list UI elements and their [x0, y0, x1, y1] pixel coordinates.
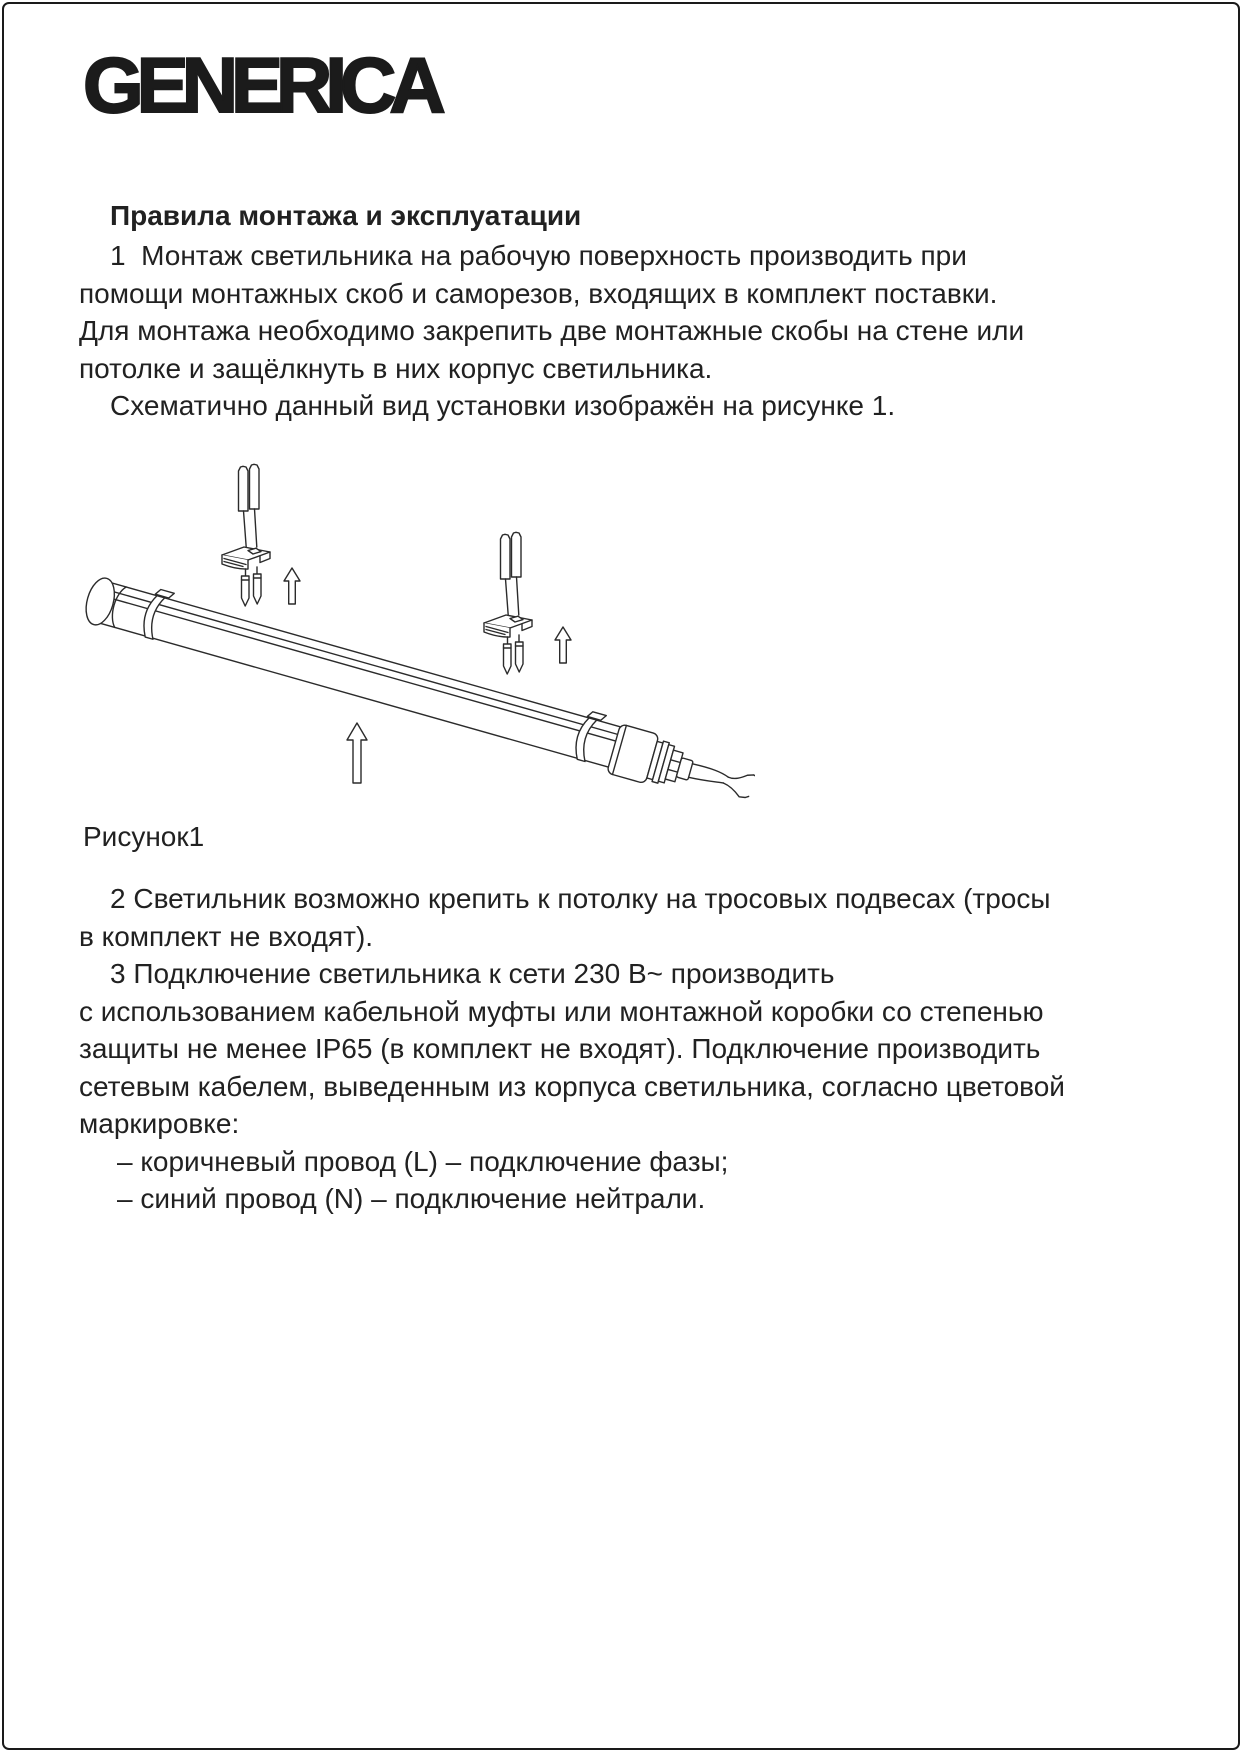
para3-line-1: 3 Подключение светильника к сети 230 В~ производить [110, 958, 835, 989]
para1-line-3: Для монтажа необходимо закрепить две монтажные скобы на стене или [79, 315, 1025, 346]
cable-gland [607, 724, 698, 795]
wire-list-item-phase: – коричневый провод (L) – подключение фазы; [117, 1146, 729, 1177]
para3-line-3: защиты не менее IP65 (в комплект не входят). Подключение производить [79, 1033, 1041, 1064]
mounting-bracket-1 [222, 464, 270, 606]
luminaire-tube [80, 571, 755, 800]
para3-line-2: с использованием кабельной муфты или монтажной коробки со степенью [79, 996, 1044, 1027]
up-arrow-icon-2 [555, 627, 571, 663]
power-cable [687, 758, 755, 800]
para1-line-2: помощи монтажных скоб и саморезов, входящих в комплект поставки. [79, 278, 998, 309]
para2-line-1: 2 Светильник возможно крепить к потолку на тросовых подвесах (тросы [110, 883, 1051, 914]
wire-list-item-neutral: – синий провод (N) – подключение нейтрали. [117, 1183, 706, 1214]
para1-line-1: 1 Монтаж светильника на рабочую поверхность производить при [110, 240, 967, 271]
para3-line-5: маркировке: [79, 1108, 240, 1139]
para1-line-4: потолке и защёлкнуть в них корпус светильника. [79, 353, 713, 384]
figure-1-drawing [55, 400, 755, 800]
figure-label: Рисунок1 [83, 821, 205, 852]
para1-line-5: Схематично данный вид установки изображён на рисунке 1. [110, 390, 896, 421]
brand-logo: GENERICA [83, 41, 439, 129]
para2-line-2: в комплект не входят). [79, 921, 374, 952]
para3-line-4: сетевым кабелем, выведенным из корпуса светильника, согласно цветовой [79, 1071, 1065, 1102]
up-arrow-icon-1 [284, 568, 300, 604]
up-arrow-icon-3 [347, 723, 367, 783]
section-heading: Правила монтажа и эксплуатации [110, 200, 582, 231]
mounting-bracket-2 [484, 532, 532, 674]
